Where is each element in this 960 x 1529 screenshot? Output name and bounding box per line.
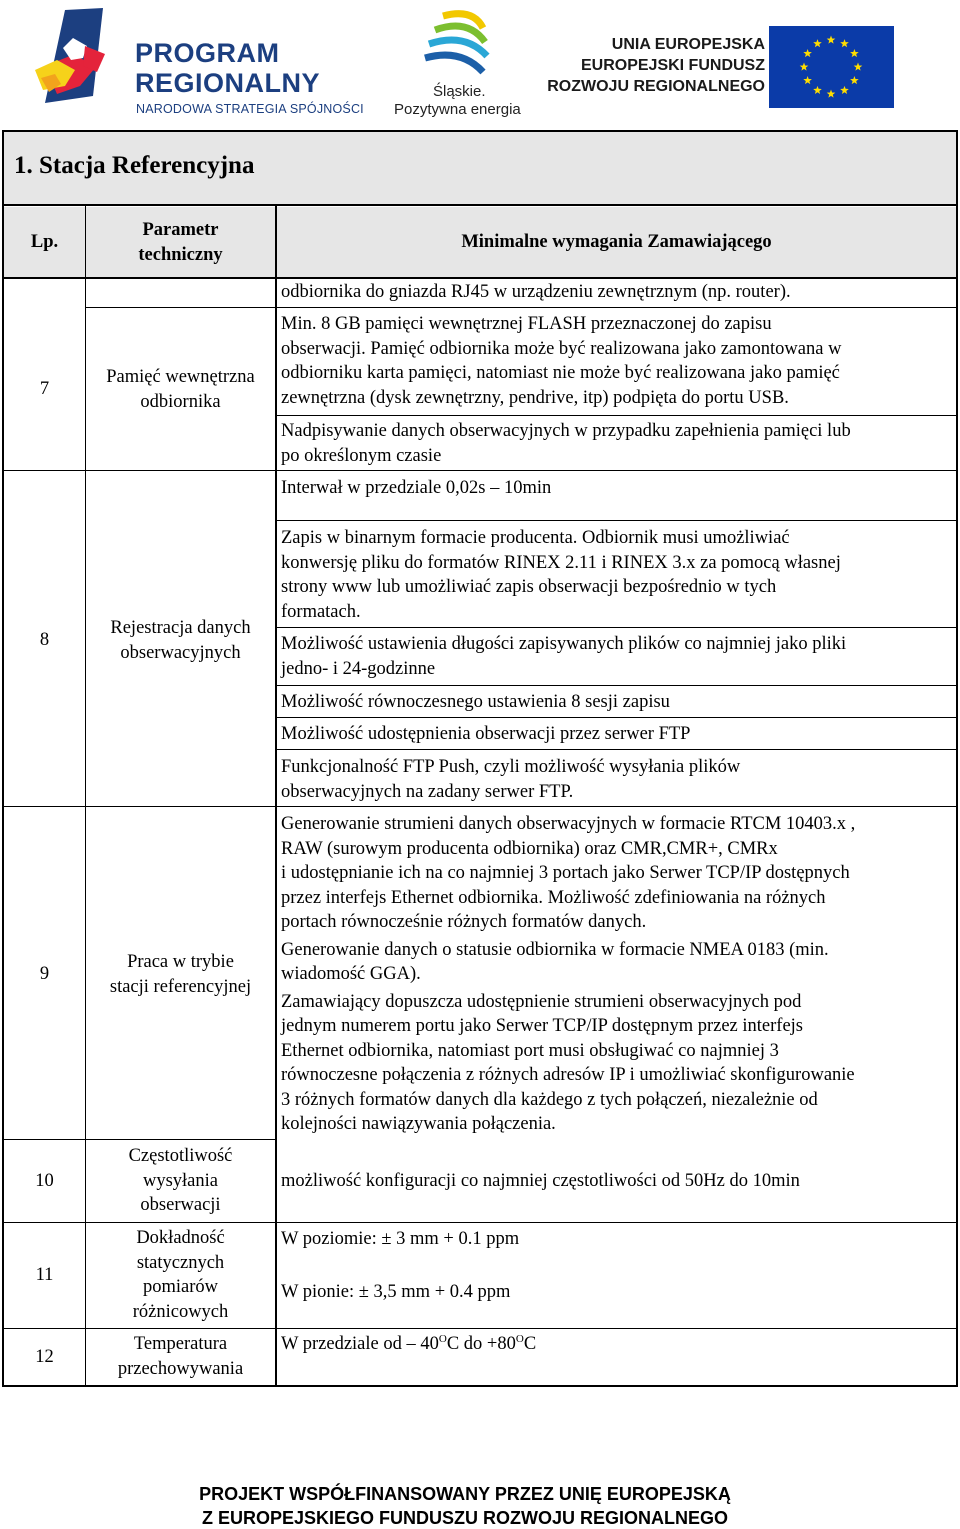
eu-star-icon	[850, 49, 859, 57]
param-line: Temperatura	[133, 1334, 228, 1354]
param-line: pomiarów	[142, 1277, 218, 1297]
row-11-req-1: W poziomie: ± 3 mm + 0.1 ppm	[281, 1229, 520, 1249]
temp-text-part: C	[523, 1334, 537, 1354]
req-line: Generowanie danych o statusie odbiornika w formacie NMEA 0183 (min.	[281, 939, 829, 960]
program-subtitle: NARODOWA STRATEGIA SPÓJNOŚCI	[136, 102, 364, 116]
row-7-req-3	[281, 419, 851, 468]
param-line: przechowywania	[117, 1358, 244, 1379]
row-9-parameter	[86, 950, 275, 999]
slaskie-waves-icon	[423, 8, 523, 83]
eu-star-icon	[800, 63, 809, 71]
req-line: 3 różnych formatów danych dla każdego z tych połączeń, niezależnie od	[281, 1089, 818, 1110]
footer-line-2: Z EUROPEJSKIEGO FUNDUSZU ROZWOJU REGIONALNEGO	[201, 1508, 729, 1528]
req-line: Funkcjonalność FTP Push, czyli możliwość wysyłania plików	[281, 757, 741, 777]
req-line: Zamawiający dopuszcza udostępnienie strumieni obserwacyjnych pod	[281, 991, 802, 1012]
req-line: Zapis w binarnym formacie producenta. Odbiornik musi umożliwiać	[281, 528, 790, 548]
degree-superscript: O	[515, 1332, 524, 1345]
row-11-lp: 11	[35, 1265, 54, 1285]
param-line: Pamięć wewnętrzna	[106, 367, 255, 387]
eu-star-icon	[803, 49, 812, 57]
eu-star-icon	[827, 36, 836, 44]
row-8-req-4: Możliwość równoczesnego ustawienia 8 sesji zapisu	[281, 692, 670, 712]
slaskie-name: Śląskie.	[433, 83, 486, 100]
temp-text-part: W przedziale od – 40	[281, 1334, 439, 1354]
req-line: Min. 8 GB pamięci wewnętrznej FLASH przeznaczonej do zapisu	[281, 314, 772, 334]
req-line: Ethernet odbiornika, natomiast port musi obsługiwać co najmniej 3	[281, 1040, 779, 1061]
eu-line-1: UNIA EUROPEJSKA	[611, 36, 765, 53]
eu-star-icon	[813, 39, 822, 47]
req-line: obserwacji. Pamięć odbiornika może być realizowana jako zamontowana w	[281, 338, 842, 359]
degree-superscript: O	[438, 1332, 447, 1345]
row-8-req-6	[281, 755, 740, 804]
row-10-req-1: możliwość konfiguracji co najmniej częstotliwości od 50Hz do 10min	[281, 1171, 800, 1191]
row-10-lp: 10	[35, 1171, 54, 1191]
program-regionalny-emblem-icon	[35, 8, 130, 108]
param-line: Praca w trybie	[127, 952, 234, 972]
header-requirements: Minimalne wymagania Zamawiającego	[461, 232, 772, 252]
req-line: odbiorniku karta pamięci, natomiast nie może być realizowana jako pamięć	[281, 363, 840, 383]
req-line: wiadomość GGA).	[281, 964, 421, 984]
row-8-parameter	[86, 616, 275, 665]
req-line: równoczesne połączenia z różnych adresów IP i umożliwiać skonfigurowanie	[281, 1065, 855, 1085]
param-line: różnicowych	[132, 1301, 229, 1322]
eu-star-icon	[850, 76, 859, 84]
row-7-lp: 7	[39, 379, 50, 399]
req-line: portach równocześnie różnych formatów danych.	[281, 912, 647, 932]
row-9-lp: 9	[39, 964, 50, 984]
req-line: i udostępnianie ich na co najmniej 3 portach jako Serwer TCP/IP dostępnych	[281, 863, 850, 883]
param-line: obserwacji	[140, 1195, 221, 1215]
eu-star-icon	[827, 90, 836, 98]
req-line: przez interfejs Ethernet odbiornika. Możliwość zdefiniowania na różnych	[281, 887, 826, 908]
req-line: kolejności nawiązywania połączenia.	[281, 1114, 556, 1134]
row-9-req-1	[281, 812, 855, 1137]
row-8-req-1: Interwał w przedziale 0,02s – 10min	[281, 478, 552, 498]
eu-line-2: EUROPEJSKI FUNDUSZ	[580, 57, 765, 74]
header-parameter-line2: techniczny	[138, 244, 223, 265]
param-line: statycznych	[136, 1252, 225, 1273]
section-title: 1. Stacja Referencyjna	[14, 152, 255, 179]
param-line: obserwacyjnych	[120, 642, 241, 663]
row-8-req-2	[281, 526, 841, 624]
param-line: Dokładność	[136, 1228, 225, 1248]
footer-line-1: PROJEKT WSPÓŁFINANSOWANY PRZEZ UNIĘ EUROPEJSKĄ	[199, 1484, 731, 1504]
header-parameter	[86, 218, 275, 267]
row-12-req-1	[281, 1332, 536, 1357]
req-line: jedno- i 24-godzinne	[281, 658, 436, 679]
req-line: Możliwość ustawienia długości zapisywanych plików co najmniej jako pliki	[281, 634, 847, 654]
header-parameter-line1: Parametr	[142, 220, 219, 240]
req-line: po określonym czasie	[281, 445, 442, 466]
eu-logo	[547, 30, 903, 115]
eu-line-3: ROZWOJU REGIONALNEGO	[547, 78, 765, 95]
req-line: zewnętrzna (dysk zewnętrzny, pendrive, itp) podpięta do portu USB.	[281, 387, 789, 408]
req-line: konwersję pliku do formatów RINEX 2.11 i RINEX 3.x za pomocą własnej	[281, 552, 841, 573]
param-line: Rejestracja danych	[110, 618, 251, 638]
logo-header	[0, 0, 960, 125]
req-line: jednym numerem portu jako Serwer TCP/IP dostępnym przez interfejs	[281, 1016, 803, 1036]
req-line: Nadpisywanie danych obserwacyjnych w przypadku zapełnienia pamięci lub	[281, 421, 851, 441]
param-line: wysyłania	[142, 1170, 218, 1191]
req-line: obserwacyjnych na zadany serwer FTP.	[281, 781, 574, 802]
eu-star-icon	[803, 76, 812, 84]
header-lp: Lp.	[30, 232, 59, 252]
eu-star-icon	[854, 63, 863, 71]
row-10-parameter	[86, 1144, 275, 1218]
temp-text-part: C do +80	[446, 1334, 516, 1354]
program-title-line1: PROGRAM	[135, 38, 280, 68]
eu-star-icon	[840, 86, 849, 94]
param-line: stacji referencyjnej	[109, 976, 252, 997]
eu-star-icon	[840, 39, 849, 47]
req-line: strony www lub umożliwiać zapis obserwacji bezpośrednio w tych	[281, 577, 777, 597]
req-line: Generowanie strumieni danych obserwacyjnych w formacie RTCM 10403.x ,	[281, 814, 856, 834]
eu-flag-icon	[769, 26, 894, 108]
req-line: formatach.	[281, 601, 361, 622]
row-8-req-5: Możliwość udostępnienia obserwacji przez serwer FTP	[281, 724, 691, 744]
row-7-parameter	[86, 365, 275, 414]
param-line: Częstotliwość	[128, 1146, 233, 1166]
program-regionalny-logo	[35, 8, 365, 116]
row-8-lp: 8	[39, 630, 50, 650]
row-12-lp: 12	[35, 1347, 54, 1367]
row-8-req-3	[281, 632, 846, 681]
eu-star-icon	[813, 86, 822, 94]
row-12-parameter	[86, 1332, 275, 1381]
param-line: odbiornika	[140, 391, 221, 412]
row-7-req-1: odbiornika do gniazda RJ45 w urządzeniu zewnętrznym (np. router).	[281, 282, 791, 302]
row-11-parameter	[86, 1226, 275, 1324]
slaskie-logo	[393, 8, 528, 118]
row-7-req-2	[281, 312, 841, 410]
row-11-req-2: W pionie: ± 3,5 mm + 0.4 ppm	[281, 1282, 511, 1302]
req-line: RAW (surowym producenta odbiornika) oraz CMR,CMR+, CMRx	[281, 838, 778, 859]
program-title-line2: REGIONALNY	[135, 68, 321, 98]
slaskie-slogan: Pozytywna energia	[394, 101, 521, 118]
